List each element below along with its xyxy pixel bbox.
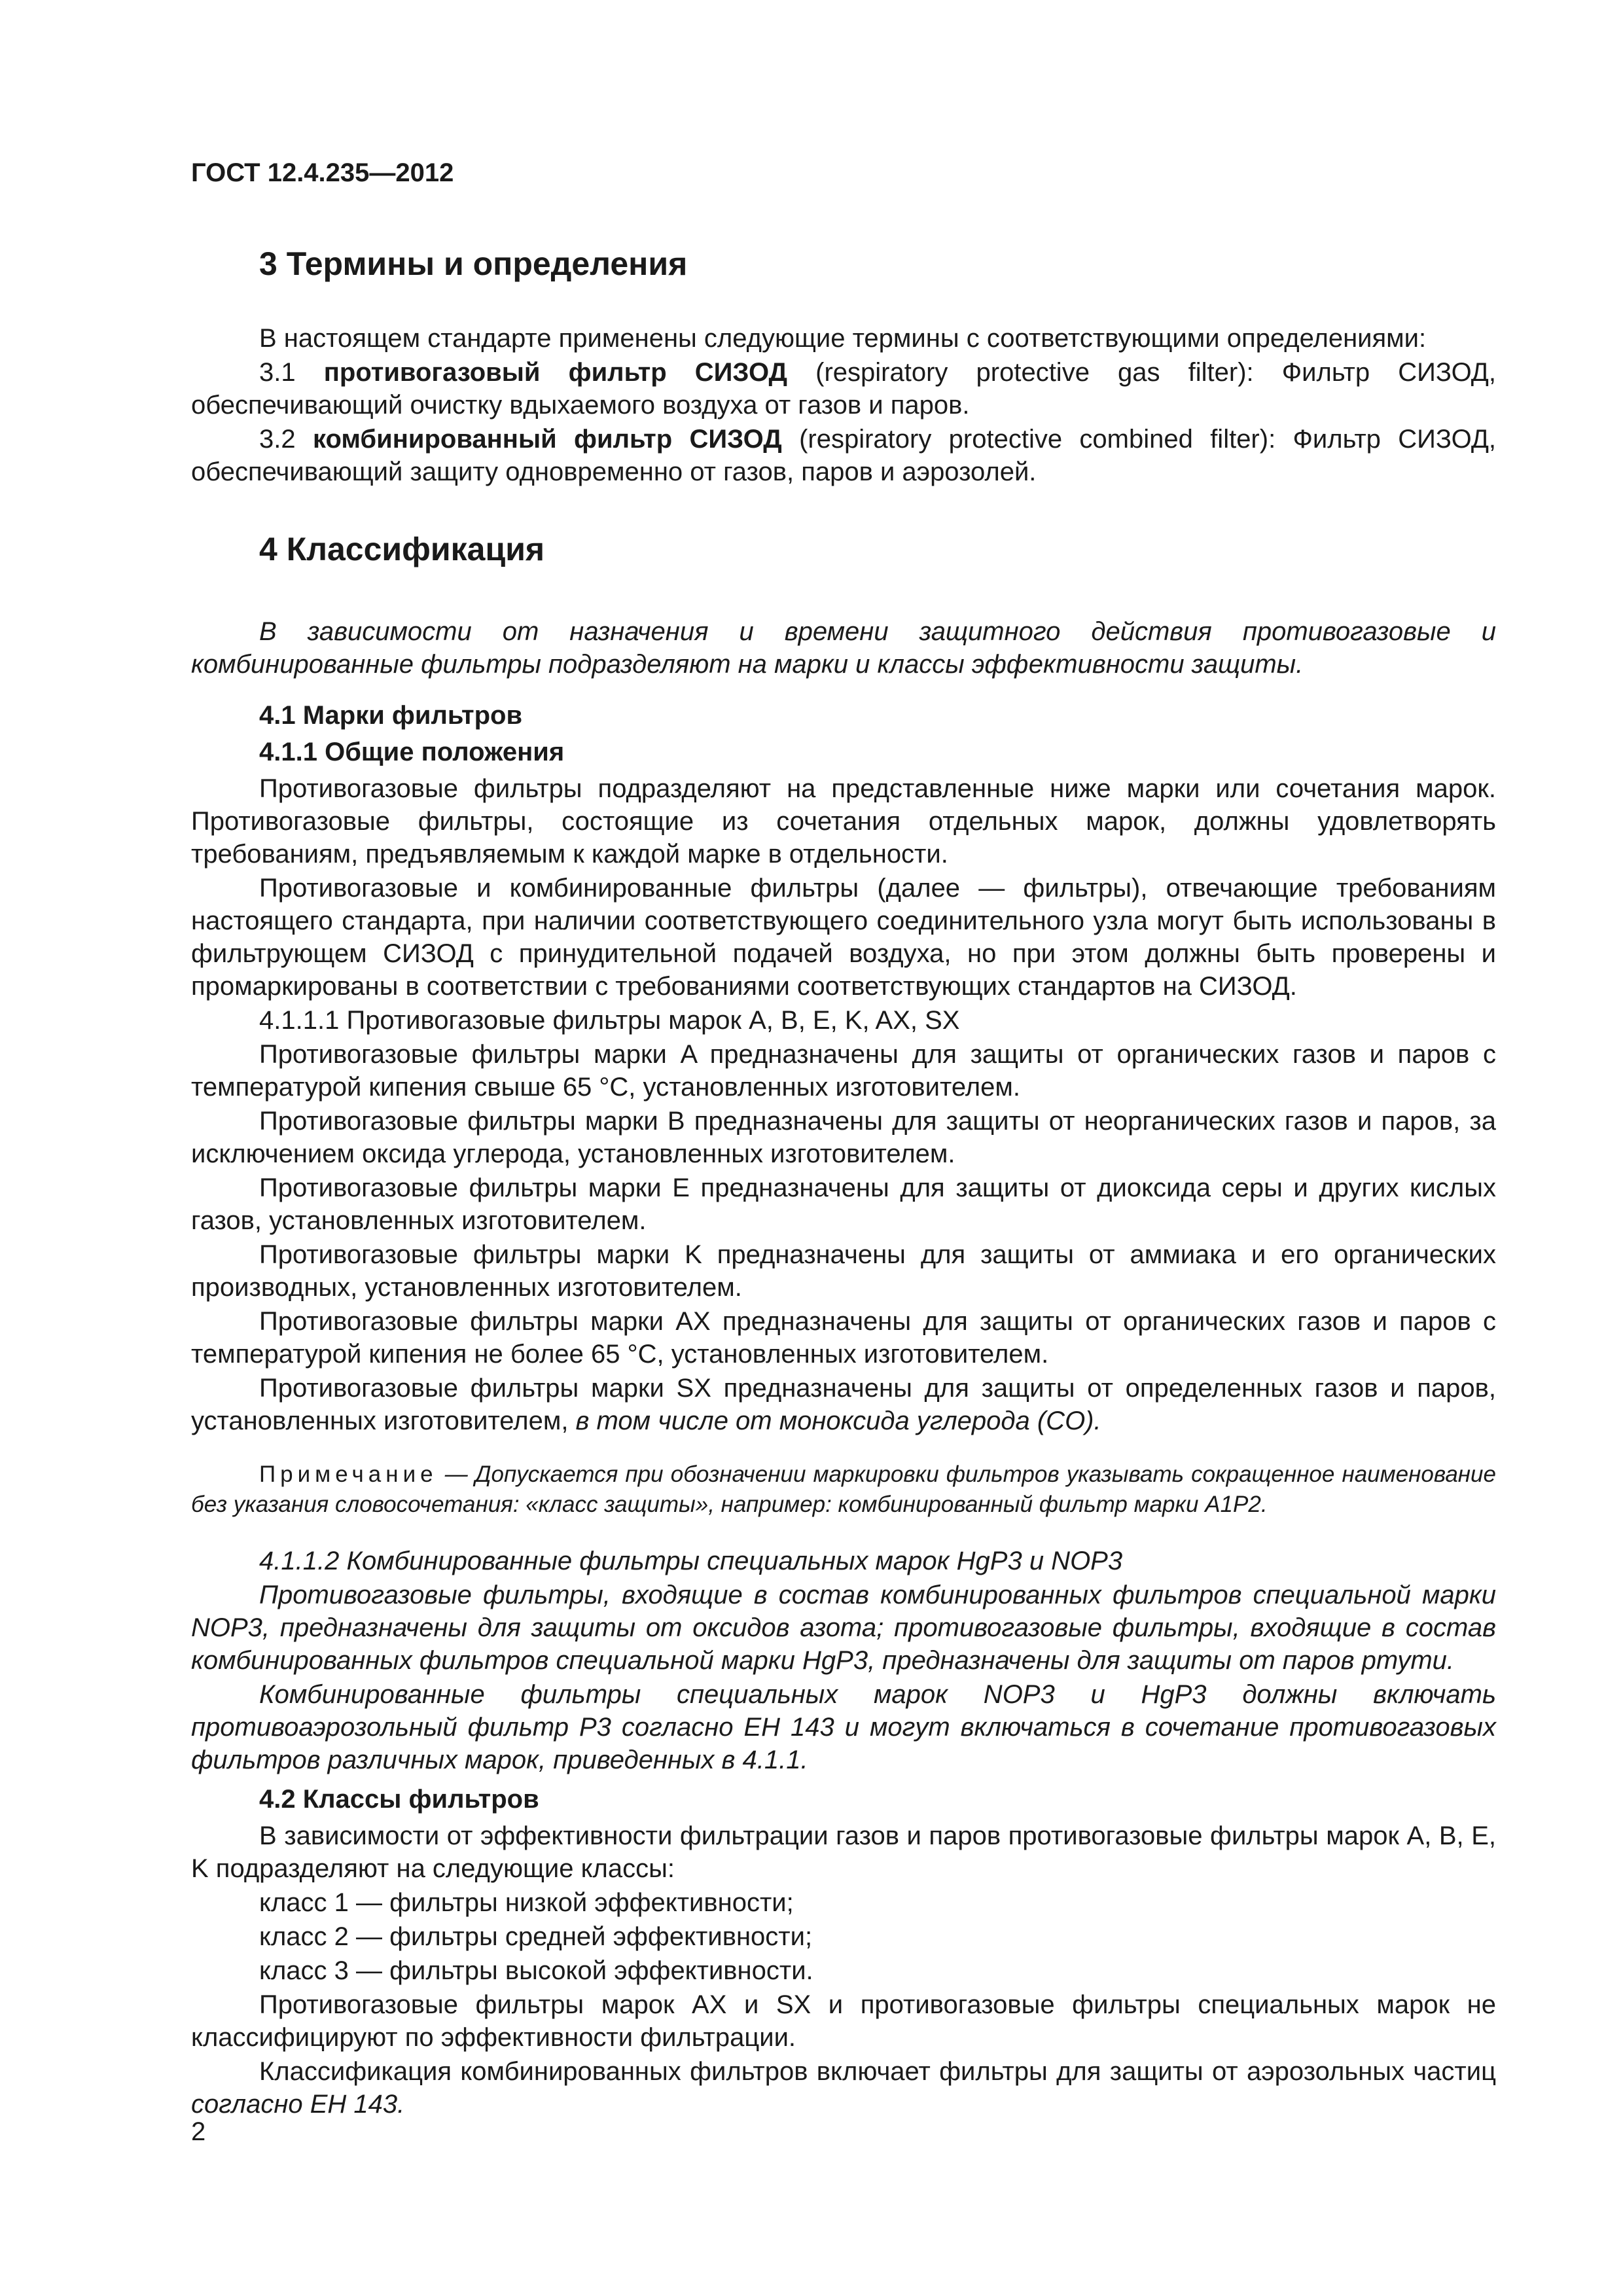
paragraph	[191, 1954, 1496, 1987]
paragraph	[191, 1820, 1496, 1885]
text-run: 3.1	[259, 358, 324, 387]
text-run: (respiratory protective combined filter): Фильтр СИЗОД, обеспечивающий защиту одновременно от газов, паров и аэрозолей.	[191, 425, 1497, 486]
section-4-intro	[191, 615, 1496, 681]
section-3-title: 3 Термины и определения	[259, 245, 688, 282]
text-run: класс 2 — фильтры средней эффективности;	[259, 1922, 813, 1951]
note-text: — Допускается при обозначении маркировки фильтров указывать сокращенное наименование без указания словосочетания: «класс защиты», например: комбинированный фильтр марки A1P2.	[191, 1462, 1496, 1517]
text-run: 3.2	[259, 425, 313, 454]
section-4-title: 4 Классификация	[259, 531, 545, 567]
paragraph	[191, 1579, 1496, 1677]
text-run: Классификация комбинированных фильтров включает фильтры для защиты от аэрозольных частиц	[259, 2057, 1496, 2086]
subsection-4-1-1-title: 4.1.1 Общие положения	[259, 738, 565, 766]
paragraph	[191, 1678, 1496, 1776]
text-run: согласно ЕН 143.	[191, 2090, 405, 2119]
document-code-header: ГОСТ 12.4.235—2012	[191, 158, 454, 187]
paragraph	[191, 1172, 1496, 1237]
document-page	[191, 156, 1496, 2122]
note-label: Примечание	[259, 1462, 438, 1487]
note	[191, 1460, 1496, 1520]
paragraph	[191, 1004, 1496, 1037]
paragraph	[191, 1105, 1496, 1170]
paragraph	[191, 1238, 1496, 1304]
text-run: В зависимости от эффективности фильтрации газов и паров противогазовые фильтры марок A, B, E, K подразделяют на следующие классы:	[191, 1821, 1496, 1883]
section-3-body	[191, 322, 1496, 488]
subsection-4-2-title: 4.2 Классы фильтров	[259, 1785, 539, 1814]
paragraph	[191, 772, 1496, 870]
paragraph	[191, 1305, 1496, 1371]
paragraph	[191, 872, 1496, 1003]
text-run: Противогазовые фильтры подразделяют на представленные ниже марки или сочетания марок. Противогазовые фильтры, состоящие из сочетания отдельных марок, должны удовлетворять требованиям, предъявляемым к каждой марке в отдельности.	[191, 774, 1496, 869]
text-run: в том числе от моноксида углерода (CO).	[575, 1407, 1101, 1435]
paragraph	[191, 1545, 1496, 1577]
paragraph	[191, 1038, 1496, 1103]
text-run: В настоящем стандарте применены следующие термины с соответствующими определениями:	[259, 324, 1427, 353]
text-run: 4.1.1.2 Комбинированные фильтры специальных марок HgP3 и NOP3	[259, 1547, 1123, 1575]
text-run: В зависимости от назначения и времени защитного действия противогазовые и комбинированные фильтры подразделяют на марки и классы эффективности защиты.	[191, 617, 1496, 679]
subsection-4-1-title: 4.1 Марки фильтров	[259, 701, 523, 730]
text-run: Противогазовые фильтры марки K предназначены для защиты от аммиака и его органических производных, установленных изготовителем.	[191, 1240, 1496, 1302]
paragraph	[191, 1920, 1496, 1953]
special-filters-body	[191, 1545, 1496, 1776]
text-run: Противогазовые фильтры марки AX предназначены для защиты от органических газов и паров с температурой кипения не более 65 °C, установленных изготовителем.	[191, 1307, 1496, 1369]
general-provisions-body	[191, 772, 1496, 1437]
filter-classes-body	[191, 1820, 1496, 2121]
text-run: 4.1.1.1 Противогазовые фильтры марок A, B, E, K, AX, SX	[259, 1006, 960, 1035]
paragraph	[191, 1372, 1496, 1437]
text-run: (respiratory protective gas filter): Фильтр СИЗОД, обеспечивающий очистку вдыхаемого воздуха от газов и паров.	[191, 358, 1497, 420]
paragraph	[191, 356, 1496, 422]
paragraph	[191, 423, 1496, 488]
text-run: Противогазовые фильтры марки E предназначены для защиты от диоксида серы и других кислых газов, установленных изготовителем.	[191, 1174, 1496, 1235]
paragraph	[191, 322, 1496, 355]
paragraph	[191, 1988, 1496, 2054]
text-run: Противогазовые фильтры, входящие в состав комбинированных фильтров специальной марки NOP3, предназначены для защиты от оксидов азота; противогазовые фильтры, входящие в состав комбинированных фильтров специальной марки HgP3, предназначены для защиты от паров ртути.	[191, 1581, 1496, 1675]
text-run: Противогазовые фильтры марки SX предназначены для защиты от определенных газов и паров, установленных изготовителем,	[191, 1374, 1496, 1435]
paragraph	[191, 1886, 1496, 1919]
text-run: Противогазовые фильтры марки B предназначены для защиты от неорганических газов и паров, за исключением оксида углерода, установленных изготовителем.	[191, 1107, 1496, 1168]
text-run: противогазовый фильтр СИЗОД	[323, 358, 788, 387]
text-run: Противогазовые фильтры марок AX и SX и противогазовые фильтры специальных марок не классифицируют по эффективности фильтрации.	[191, 1990, 1496, 2052]
text-run: Противогазовые и комбинированные фильтры (далее — фильтры), отвечающие требованиям настоящего стандарта, при наличии соответствующего соединительного узла могут быть использованы в фильтрующем СИЗОД с принудительной подачей воздуха, но при этом должны быть проверены и промаркированы в соответствии с требованиями соответствующих стандартов на СИЗОД.	[191, 874, 1496, 1001]
page-number: 2	[191, 2117, 206, 2146]
text-run: комбинированный фильтр СИЗОД	[312, 425, 782, 454]
text-run: Противогазовые фильтры марки A предназначены для защиты от органических газов и паров с температурой кипения свыше 65 °C, установленных изготовителем.	[191, 1040, 1496, 1102]
text-run: Комбинированные фильтры специальных марок NOP3 и HgP3 должны включать противоаэрозольный фильтр P3 согласно ЕН 143 и могут включаться в сочетание противогазовых фильтров различных марок, приведенных в 4.1.1.	[191, 1680, 1496, 1774]
text-run: класс 1 — фильтры низкой эффективности;	[259, 1888, 794, 1917]
text-run: класс 3 — фильтры высокой эффективности.	[259, 1956, 813, 1985]
paragraph	[191, 2055, 1496, 2121]
